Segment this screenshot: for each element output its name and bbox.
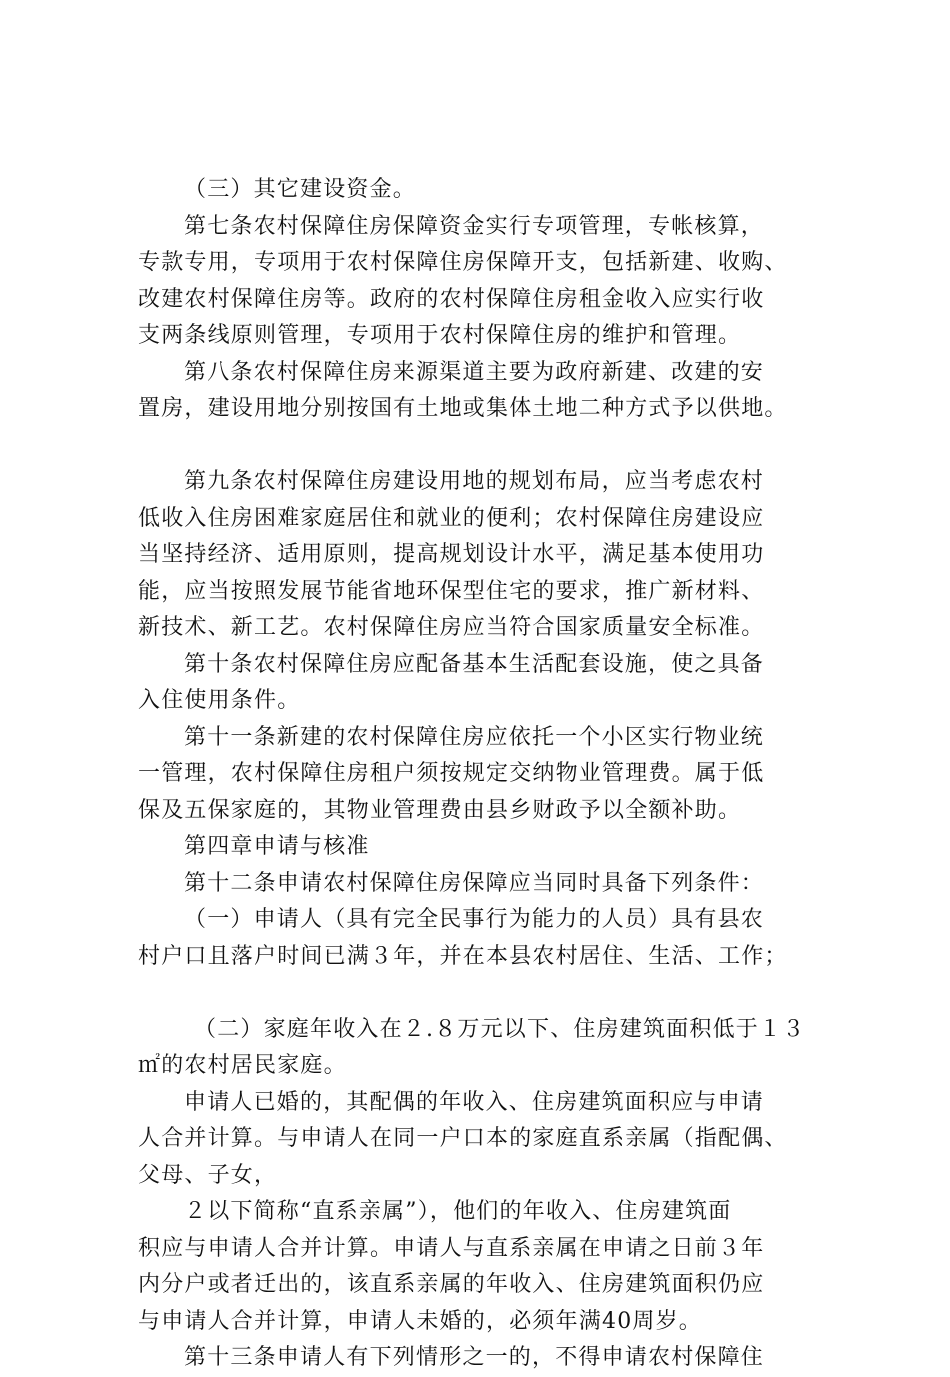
text-line: 当坚持经济、适用原则，提高规划设计水平，满足基本使用功	[138, 542, 765, 567]
blank-line	[138, 428, 838, 465]
text-line: 专款专用，专项用于农村保障住房保障开支，包括新建、收购、	[138, 250, 788, 275]
text-line: 改建农村保障住房等。政府的农村保障住房租金收入应实行收	[138, 286, 765, 312]
text-line: 第十三条申请人有下列情形之一的，不得申请农村保障住	[184, 1345, 765, 1370]
text-line: 支两条线原则管理，专项用于农村保障住房的维护和管理。	[138, 323, 742, 348]
text-line: 新技术、新工艺。农村保障住房应当符合国家质量安全标准。	[138, 615, 765, 640]
text-line: 内分户或者迁出的，该直系亲属的年收入、住房建筑面积仍应	[138, 1272, 765, 1297]
text-line: 第十条农村保障住房应配备基本生活配套设施，使之具备	[184, 651, 765, 677]
text-line: 村户口且落户时间已满３年，并在本县农村居住、生活、工作；	[138, 943, 788, 969]
text-line: ２以下简称“直系亲属”），他们的年收入、住房建筑面	[184, 1199, 732, 1224]
text-line: 积应与申请人合并计算。申请人与直系亲属在申请之日前３年	[138, 1235, 765, 1261]
text-line: 与申请人合并计算，申请人未婚的，必须年满40周岁。	[138, 1308, 702, 1334]
text-line: 入住使用条件。	[138, 688, 301, 713]
text-line: 能，应当按照发展节能省地环保型住宅的要求，推广新材料、	[138, 578, 765, 604]
text-line: 第十一条新建的农村保障住房应依托一个小区实行物业统	[184, 724, 765, 750]
text-line: ㎡的农村居民家庭。	[138, 1053, 347, 1078]
text-line: 第十二条申请农村保障住房保障应当同时具备下列条件：	[184, 870, 765, 896]
text-line: （一）申请人（具有完全民事行为能力的人员）具有县农	[184, 907, 765, 932]
chapter-heading: 第四章申请与核准	[184, 834, 370, 859]
text-line: （二）家庭年收入在２.８万元以下、住房建筑面积低于１３	[194, 1016, 806, 1042]
text-line: 置房，建设用地分别按国有土地或集体土地二种方式予以供地。	[138, 396, 788, 421]
text-line: 第八条农村保障住房来源渠道主要为政府新建、改建的安	[184, 359, 765, 385]
text-line: （三）其它建设资金。	[184, 177, 417, 202]
text-line: 保及五保家庭的，其物业管理费由县乡财政予以全额补助。	[138, 797, 742, 823]
text-line: 申请人已婚的，其配偶的年收入、住房建筑面积应与申请	[184, 1089, 765, 1115]
text-line: 第九条农村保障住房建设用地的规划布局，应当考虑农村	[184, 469, 765, 494]
document-body	[138, 172, 838, 1377]
text-line: 第七条农村保障住房保障资金实行专项管理，专帐核算，	[184, 213, 765, 239]
text-line: 一管理，农村保障住房租户须按规定交纳物业管理费。属于低	[138, 761, 765, 786]
blank-line	[138, 975, 838, 1012]
text-line: 低收入住房困难家庭居住和就业的便利；农村保障住房建设应	[138, 505, 765, 531]
text-line: 父母、子女，	[138, 1162, 278, 1188]
text-line: 人合并计算。与申请人在同一户口本的家庭直系亲属（指配偶、	[138, 1126, 788, 1151]
